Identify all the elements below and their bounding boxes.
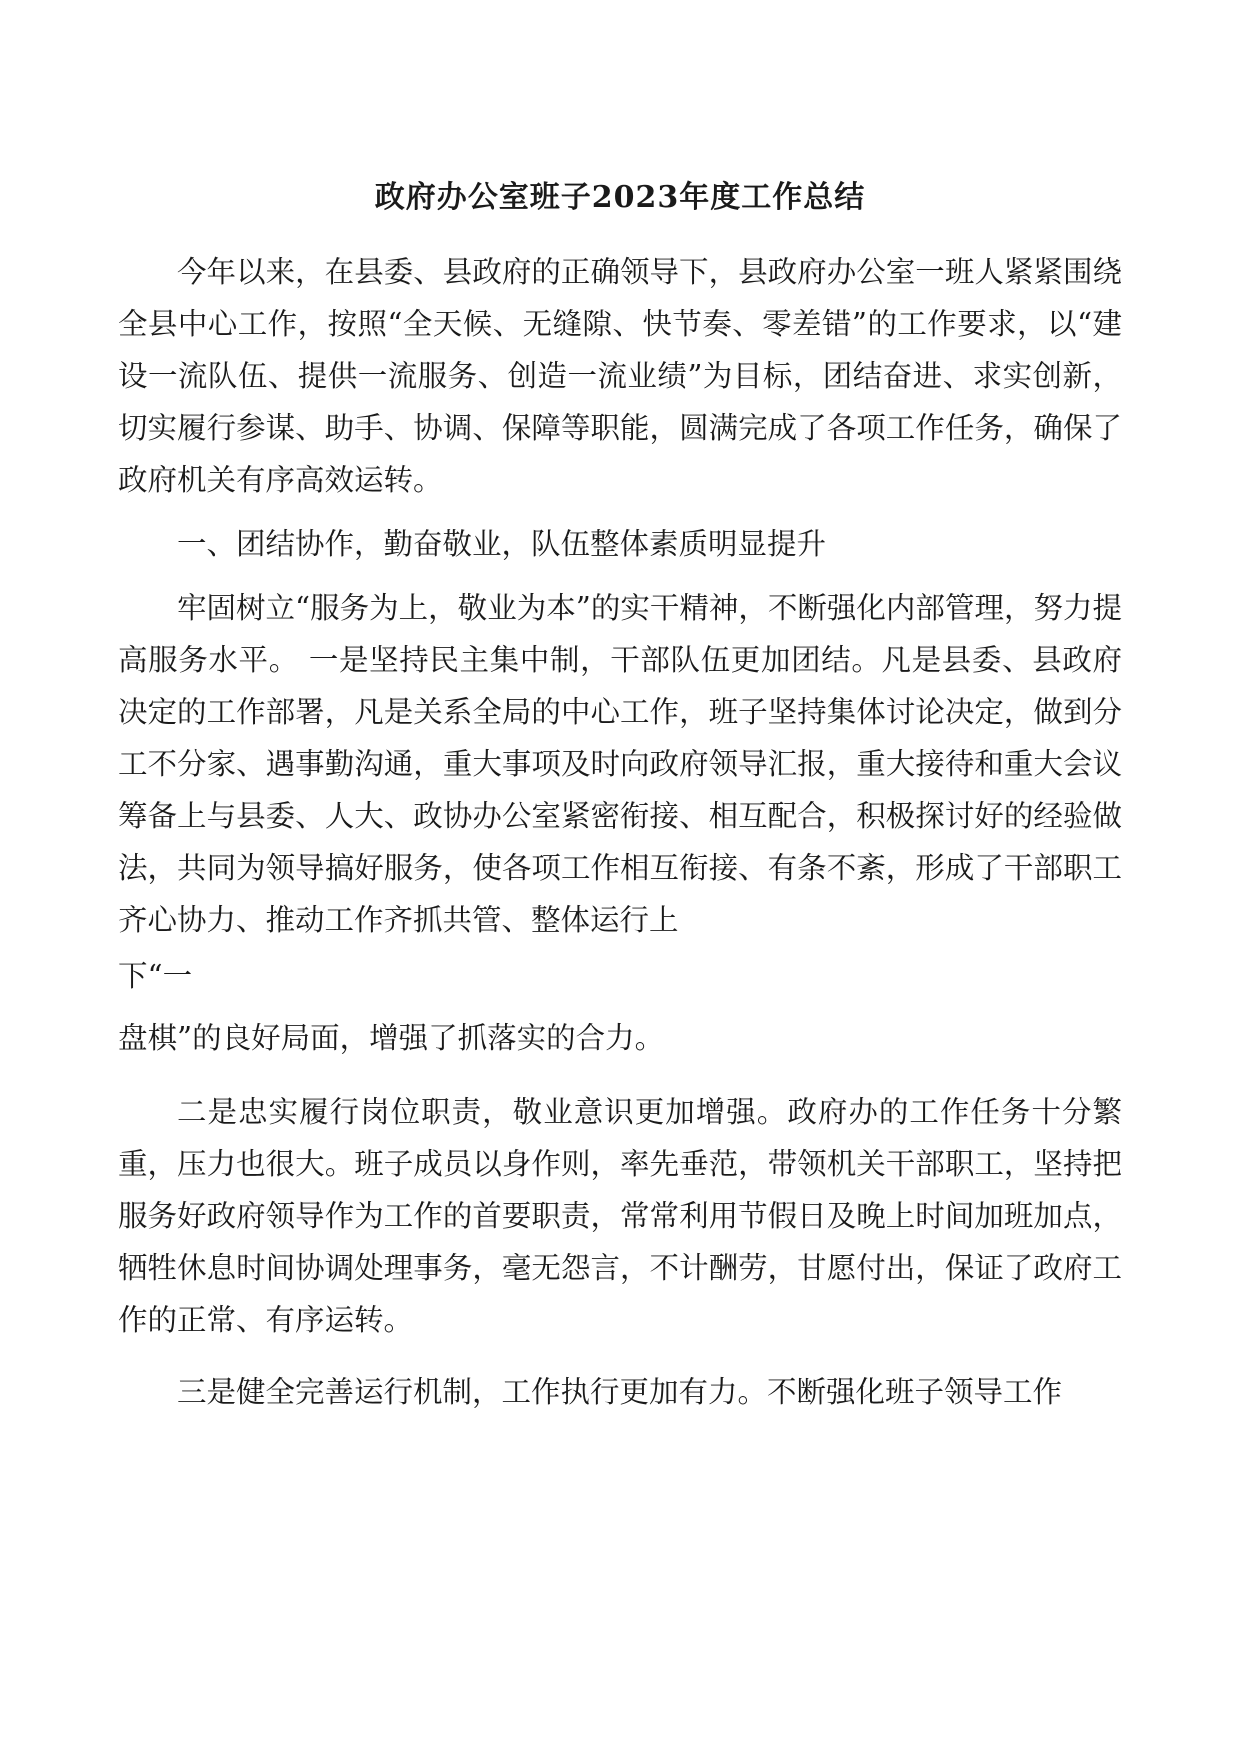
paragraph-point-3: 三是健全完善运行机制，工作执行更加有力。不断强化班子领导工作 <box>177 1375 1063 1409</box>
paragraph-fragment-line-2: 盘棋”的良好局面，增强了抓落实的合力。 <box>118 1021 665 1055</box>
document-body <box>118 246 1122 1418</box>
paragraph-intro: 今年以来，在县委、县政府的正确领导下，县政府办公室一班人紧紧围绕全县中心工作，按照“全天候、无缝隙、快节奏、零差错”的工作要求，以“建设一流队伍、提供一流服务、创造一流业绩”为目标，团结奋进、求实创新，切实履行参谋、助手、协调、保障等职能，圆满完成了各项工作任务，确保了政府机关有序高效运转。 <box>118 255 1122 497</box>
document-title: 政府办公室班子2023年度工作总结 <box>374 180 866 215</box>
paragraph-point-2: 二是忠实履行岗位职责，敬业意识更加增强。政府办的工作任务十分繁重，压力也很大。班子成员以身作则，率先垂范，带领机关干部职工，坚持把服务好政府领导作为工作的首要职责，常常利用节假日及晚上时间加班加点，牺牲休息时间协调处理事务，毫无怨言，不计酬劳，甘愿付出，保证了政府工作的正常、有序运转。 <box>118 1095 1122 1337</box>
section-heading-1: 一、团结协作，勤奋敬业，队伍整体素质明显提升 <box>177 527 827 561</box>
paragraph-point-1: 牢固树立“服务为上，敬业为本”的实干精神，不断强化内部管理，努力提高服务水平。 一是坚持民主集中制，干部队伍更加团结。凡是县委、县政府决定的工作部署，凡是关系全局的中心工作，班子坚持集体讨论决定，做到分工不分家、遇事勤沟通，重大事项及时向政府领导汇报，重大接待和重大会议筹备上与县委、人大、政协办公室紧密衔接、相互配合，积极探讨好的经验做法，共同为领导搞好服务，使各项工作相互衔接、有条不紊，形成了干部职工齐心协力、推动工作齐抓共管、整体运行上 <box>118 591 1122 937</box>
paragraph-fragment-line-1: 下“一 <box>118 959 193 993</box>
